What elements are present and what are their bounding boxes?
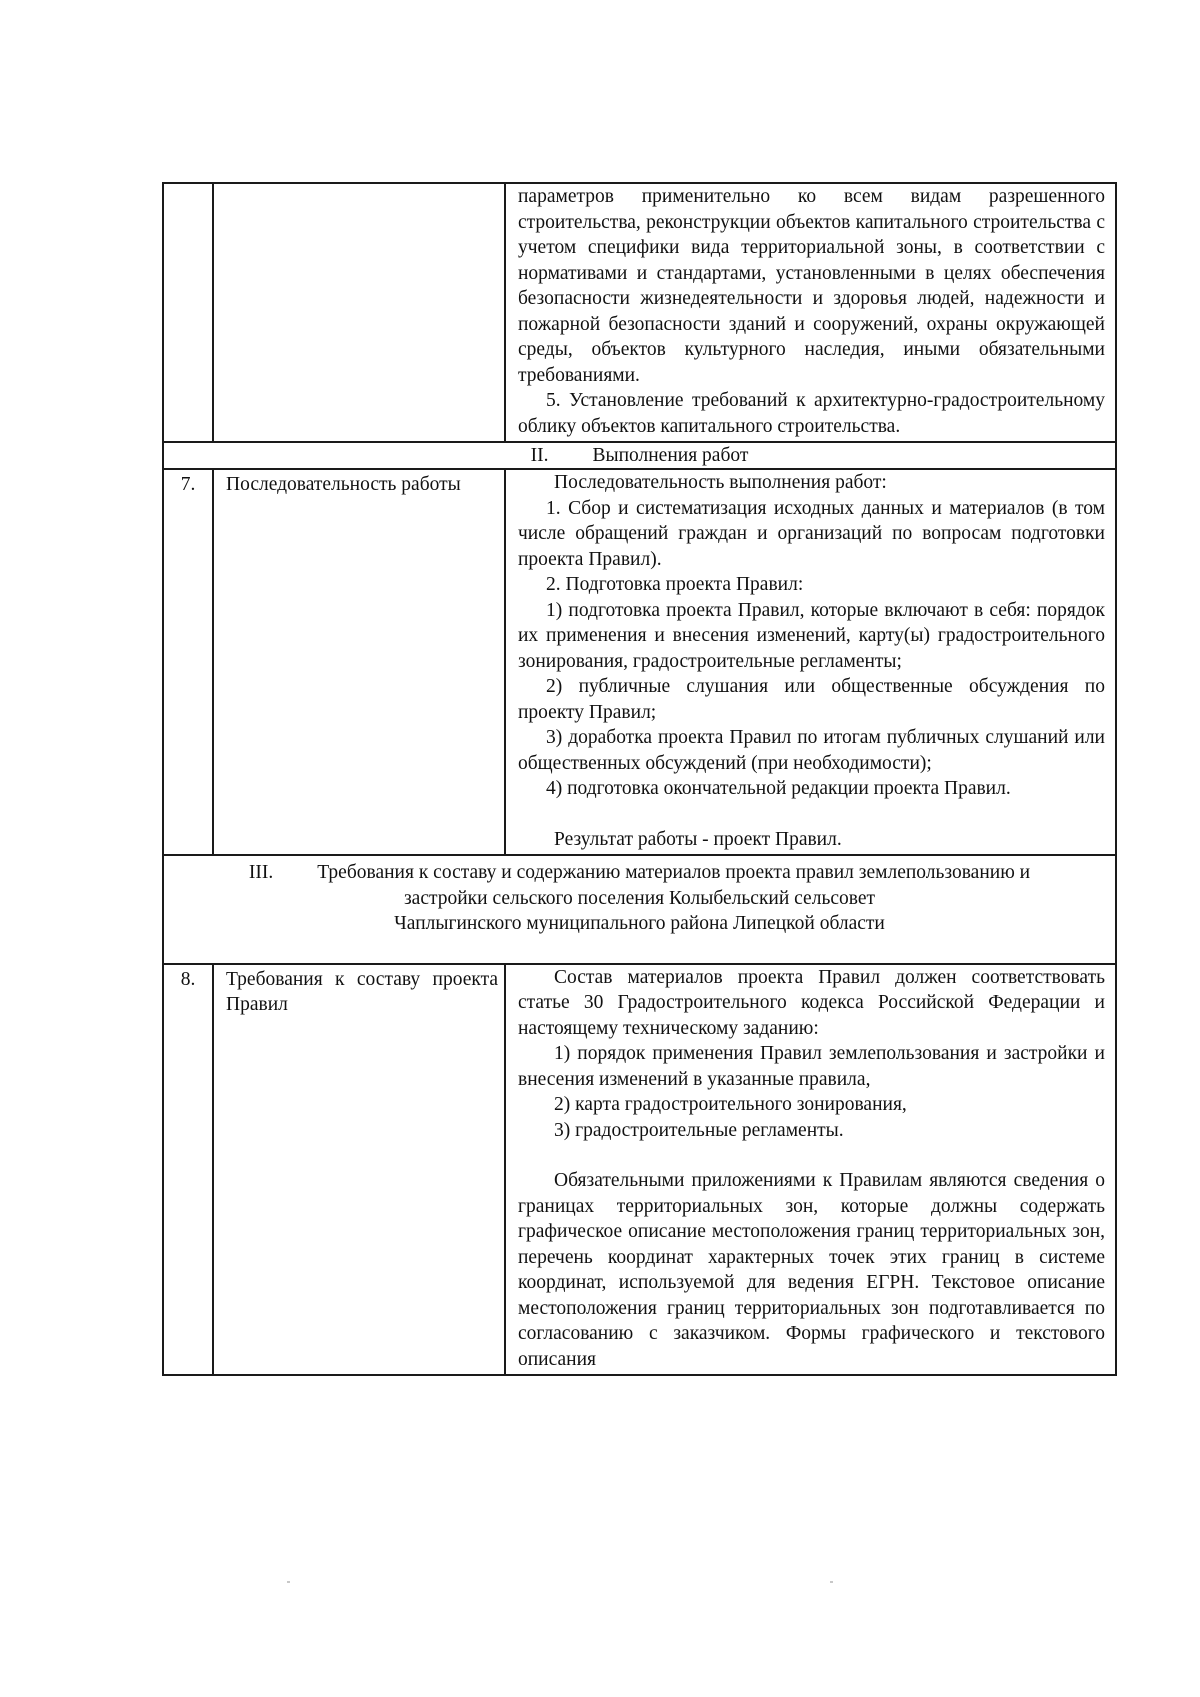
paragraph: 2) карта градостроительного зонирования, <box>554 1094 907 1115</box>
section-roman-numeral: II. <box>530 445 549 466</box>
table-row <box>163 469 1116 855</box>
paragraph: 1. Сбор и систематизация исходных данных и материалов (в том числе обращений граждан и организаций по вопросам подготовки проекта Правил). <box>518 497 1105 570</box>
paragraph: 4) подготовка окончательной редакции проекта Правил. <box>546 778 1011 799</box>
row-number: 8. <box>163 964 213 1376</box>
section-title-line: застройки сельского поселения Колыбельский сельсовет <box>403 887 876 909</box>
row-text-cell <box>505 183 1116 442</box>
table-row-continuation <box>163 183 1116 442</box>
requirements-table <box>162 182 1117 1376</box>
section-header-row <box>163 855 1116 964</box>
paragraph: Обязательными приложениями к Правилам являются сведения о границах территориальных зон, которые должны содержать графическое описание местоположения границ территориальных зон, перечень координат характерных точек этих границ в системе координат, используемой для ведения ЕГРН. Текстовое описание местоположения границ территориальных зон подготавливается по согласованию с заказчиком. Формы графического и текстового описания <box>518 1170 1105 1370</box>
section-title-text: Требования к составу и содержанию материалов проекта правил землепользованию и <box>317 862 1031 883</box>
row-number: 7. <box>163 469 213 855</box>
paragraph: 3) градостроительные регламенты. <box>554 1119 844 1141</box>
section-header <box>163 442 1116 469</box>
section-header <box>163 855 1116 964</box>
paragraph: 3) доработка проекта Правил по итогам публичных слушаний или общественных обсуждений (при необходимости); <box>518 727 1105 774</box>
paragraph: 1) порядок применения Правил землепользования и застройки и внесения изменений в указанные правила, <box>518 1043 1105 1090</box>
paragraph: 5. Установление требований к архитектурно-градостроительному облику объектов капитального строительства. <box>518 390 1105 437</box>
paragraph: Последовательность выполнения работ: <box>554 472 887 493</box>
scan-artifact <box>830 1581 833 1583</box>
section-title-line <box>204 860 1075 886</box>
row-text-cell <box>505 469 1116 855</box>
table-row <box>163 964 1116 1376</box>
paragraph: Состав материалов проекта Правил должен соответствовать статье 30 Градостроительного кодекса Российской Федерации и настоящему техническому заданию: <box>518 966 1105 1039</box>
paragraph: 2. Подготовка проекта Правил: <box>546 574 804 595</box>
row-name: Требования к составу проекта Правил <box>213 964 505 1376</box>
section-header-row <box>163 442 1116 469</box>
paragraph: Результат работы - проект Правил. <box>554 828 842 850</box>
paragraph: параметров применительно ко всем видам разрешенного строительства, реконструкции объектов капитального строительства с учетом специфики вида территориальной зоны, в соответствии с нормативами и стандартами, установленными в целях обеспечения безопасности жизнедеятельности и здоровья людей, надежности и пожарной безопасности зданий и сооружений, охраны окружающей среды, объектов культурного наследия, иными обязательными требованиями. <box>518 186 1105 386</box>
section-title: Выполнения работ <box>592 445 749 466</box>
row-number-cell <box>163 183 213 442</box>
paragraph: 1) подготовка проекта Правил, которые включают в себя: порядок их применения и внесения изменений, карту(ы) градостроительного зонирования, градостроительные регламенты; <box>518 599 1105 672</box>
paragraph: 2) публичные слушания или общественные обсуждения по проекту Правил; <box>518 676 1105 723</box>
row-name: Последовательность работы <box>213 469 505 855</box>
section-title-line: Чаплыгинского муниципального района Липецкой области <box>394 913 885 934</box>
scan-artifact <box>287 1581 290 1583</box>
row-name-cell <box>213 183 505 442</box>
row-text-cell <box>505 964 1116 1376</box>
section-roman-numeral: III. <box>248 862 274 883</box>
